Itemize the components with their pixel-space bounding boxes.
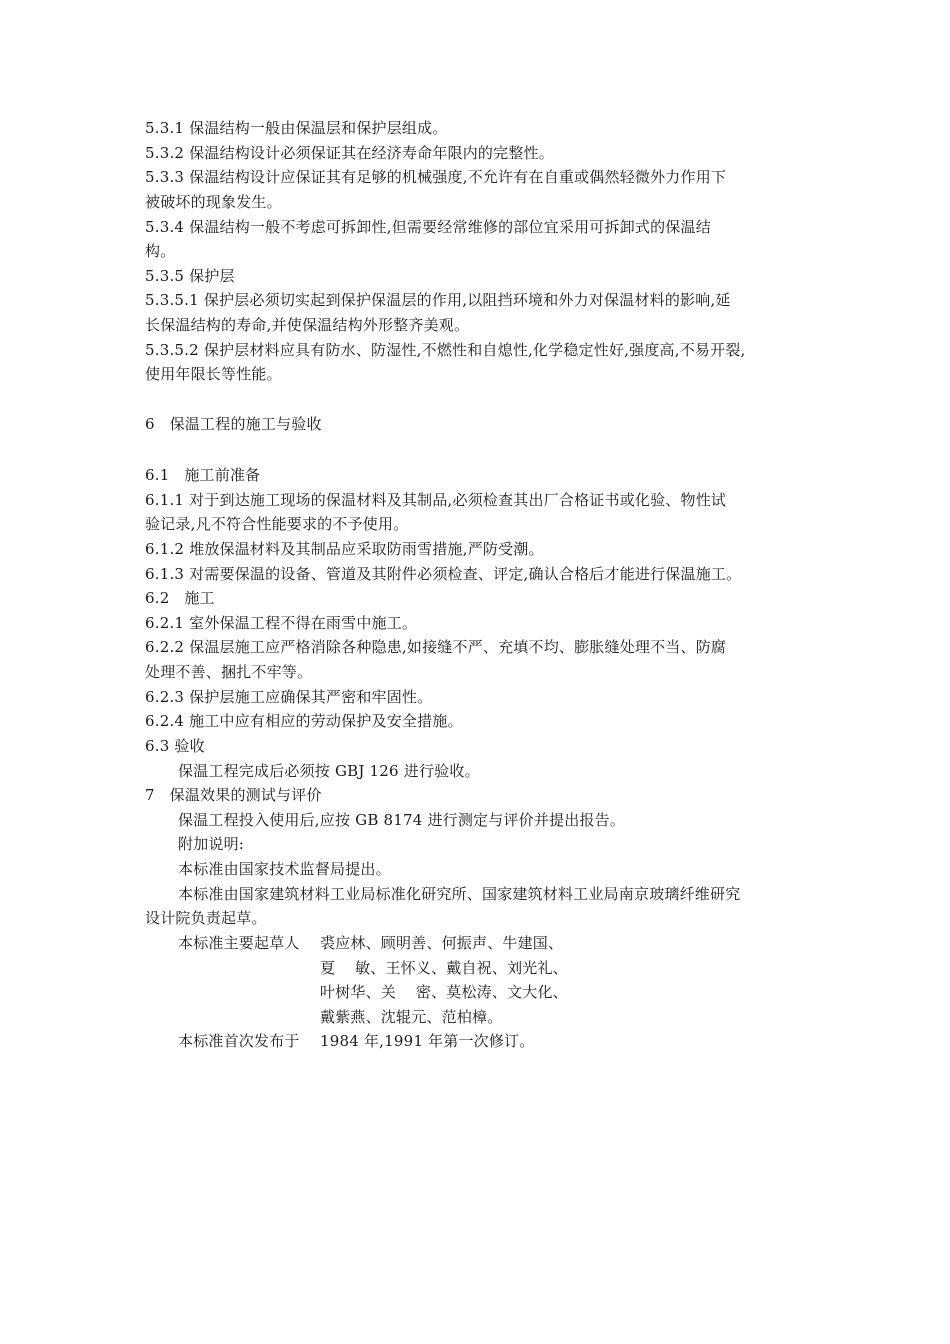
appendix-drafters-org-cont: 设计院负责起草。 xyxy=(145,909,267,927)
clause-6-3-body: 保温工程完成后必须按 GBJ 126 进行验收。 xyxy=(178,762,480,780)
appendix-drafters-org: 本标准由国家建筑材料工业局标准化研究所、国家建筑材料工业局南京玻璃纤维研究 xyxy=(178,885,741,903)
section-6-1-heading: 6.1 施工前准备 xyxy=(145,466,261,484)
clause-6-2-3: 6.2.3 保护层施工应确保其严密和牢固性。 xyxy=(145,688,433,706)
clause-6-2-4: 6.2.4 施工中应有相应的劳动保护及安全措施。 xyxy=(145,712,463,730)
clause-6-1-1-cont: 验记录,凡不符合性能要求的不予使用。 xyxy=(145,515,409,533)
clause-6-1-2: 6.1.2 堆放保温材料及其制品应采取防雨雪措施,严防受潮。 xyxy=(145,540,544,558)
drafters-names-4: 戴紫燕、沈辊元、范柏樟。 xyxy=(320,1008,503,1026)
main-drafters-label: 本标准主要起草人 xyxy=(178,934,300,952)
clause-6-2-2-cont: 处理不善、捆扎不牢等。 xyxy=(145,663,313,681)
drafters-names-3: 叶树华、关 密、莫松涛、文大化、 xyxy=(320,983,568,1001)
clause-6-2-1: 6.2.1 室外保温工程不得在雨雪中施工。 xyxy=(145,614,418,632)
clause-5-3-5-2-cont: 使用年限长等性能。 xyxy=(145,365,282,383)
clause-5-3-5-2: 5.3.5.2 保护层材料应具有防水、防湿性,不燃性和自熄性,化学稳定性好,强度高,不易开裂, xyxy=(145,341,746,359)
clause-5-3-5-1-cont: 长保温结构的寿命,并使保温结构外形整齐美观。 xyxy=(145,316,470,334)
clause-6-1-3: 6.1.3 对需要保温的设备、管道及其附件必须检查、评定,确认合格后才能进行保温施工。 xyxy=(145,565,742,583)
first-published-years: 1984 年,1991 年第一次修订。 xyxy=(320,1032,535,1050)
appendix-note-label: 附加说明: xyxy=(178,835,245,853)
section-6-3-heading: 6.3 验收 xyxy=(145,737,205,755)
section-6-2-heading: 6.2 施工 xyxy=(145,589,215,607)
clause-5-3-3-cont: 被破坏的现象发生。 xyxy=(145,193,282,211)
section-7-heading: 7 保温效果的测试与评价 xyxy=(145,786,322,804)
drafters-names-1: 裘应林、顾明善、何振声、牛建国、 xyxy=(320,934,564,952)
clause-5-3-2: 5.3.2 保温结构设计必须保证其在经济寿命年限内的完整性。 xyxy=(145,144,554,162)
clause-5-3-5-1: 5.3.5.1 保护层必须切实起到保护保温层的作用,以阻挡环境和外力对保温材料的影响,延 xyxy=(145,291,731,309)
clause-6-1-1: 6.1.1 对于到达施工现场的保温材料及其制品,必须检查其出厂合格证书或化验、物性试 xyxy=(145,491,727,509)
clause-5-3-4-cont: 构。 xyxy=(145,242,176,260)
clause-5-3-5: 5.3.5 保护层 xyxy=(145,267,235,285)
clause-6-2-2: 6.2.2 保温层施工应严格消除各种隐患,如接缝不严、充填不均、膨胀缝处理不当、防腐 xyxy=(145,638,727,656)
section-6-heading: 6 保温工程的施工与验收 xyxy=(145,415,322,433)
clause-5-3-3: 5.3.3 保温结构设计应保证其有足够的机械强度,不允许有在自重或偶然轻微外力作用下 xyxy=(145,168,727,186)
clause-5-3-1: 5.3.1 保温结构一般由保温层和保护层组成。 xyxy=(145,119,448,137)
first-published-label: 本标准首次发布于 xyxy=(178,1032,300,1050)
appendix-proposer: 本标准由国家技术监督局提出。 xyxy=(178,860,391,878)
section-7-body: 保温工程投入使用后,应按 GB 8174 进行测定与评价并提出报告。 xyxy=(178,811,626,829)
clause-5-3-4: 5.3.4 保温结构一般不考虑可拆卸性,但需要经常维修的部位宜采用可拆卸式的保温结 xyxy=(145,218,711,236)
drafters-names-2: 夏 敏、王怀义、戴自祝、刘光礼、 xyxy=(320,959,568,977)
